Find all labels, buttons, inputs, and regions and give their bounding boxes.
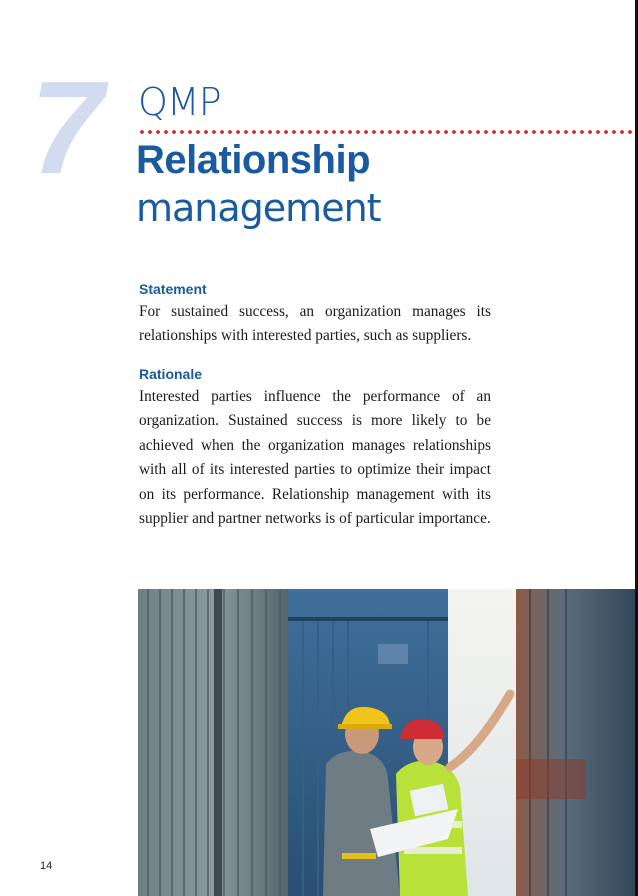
page-title-light: management <box>136 186 381 230</box>
rationale-text: Interested parties influence the performance of an organization. Sustained success is more likely to be achieved when the organization manages relationships with all of its interested parties to optimize their impact on its performance. Relationship management with its supplier and partner networks is of particular importance. <box>139 388 491 528</box>
section-number: 7 <box>30 54 102 201</box>
statement-heading: Statement <box>139 281 207 297</box>
page-title-bold: Relationship <box>136 138 371 182</box>
page-number: 14 <box>40 860 53 872</box>
rationale-heading: Rationale <box>139 366 203 382</box>
section-label: QMP <box>138 80 221 124</box>
workers-containers-photo <box>138 589 635 896</box>
statement-text: For sustained success, an organization manages its relationships with interested parties, such as suppliers. <box>139 303 491 345</box>
dotted-divider <box>138 129 636 135</box>
